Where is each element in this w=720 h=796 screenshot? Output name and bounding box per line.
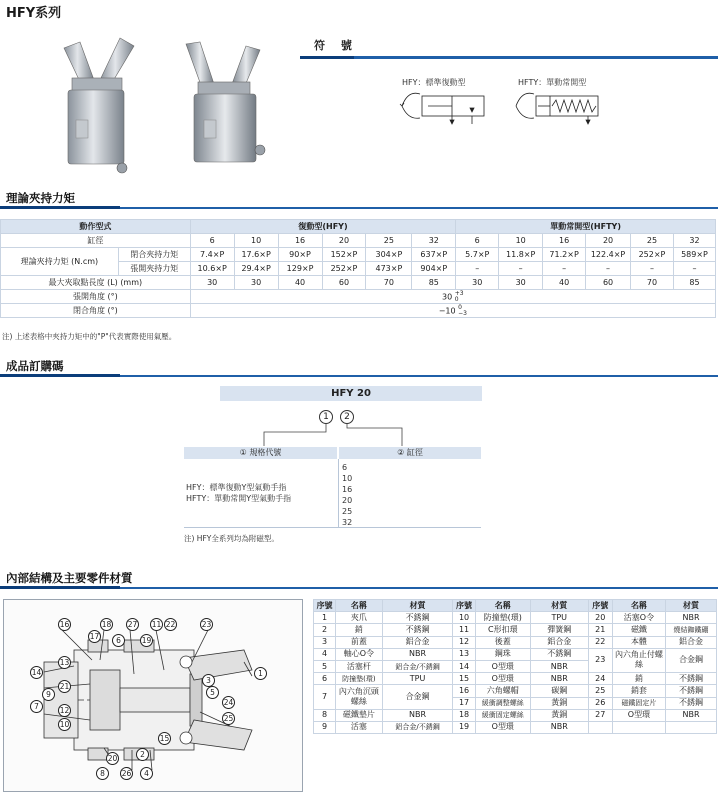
torque-cell: 10.6×P bbox=[190, 262, 234, 276]
part-material: 不銹鋼 bbox=[382, 624, 453, 636]
part-name: 緩衝調整螺絲 bbox=[475, 697, 530, 709]
length-label: 最大夾取點長度 (L) (mm) bbox=[1, 276, 191, 290]
callout-18: 18 bbox=[101, 620, 112, 629]
force-section-bar bbox=[0, 207, 718, 209]
order-bore: 10 bbox=[342, 474, 353, 483]
order-bore: 6 bbox=[342, 463, 348, 472]
torque-cell: 473×P bbox=[366, 262, 412, 276]
torque-cell: 29.4×P bbox=[234, 262, 278, 276]
part-material: NBR bbox=[530, 673, 588, 685]
product-photo-front bbox=[50, 28, 140, 178]
bore-cell: 16 bbox=[543, 234, 586, 248]
part-name: 夾爪 bbox=[336, 612, 383, 624]
part-no: 5 bbox=[314, 660, 336, 672]
order-bore: 16 bbox=[342, 485, 353, 494]
part-material: 碳鋼 bbox=[530, 685, 588, 697]
part-no: 4 bbox=[314, 648, 336, 660]
length-cell: 40 bbox=[543, 276, 586, 290]
callout-16: 16 bbox=[59, 620, 70, 629]
part-name: 磁鐵固定片 bbox=[612, 697, 665, 709]
part-empty bbox=[666, 721, 717, 733]
order-code: HFY 20 bbox=[220, 386, 482, 401]
parts-header: 材質 bbox=[382, 600, 453, 612]
callout-20: 20 bbox=[107, 754, 118, 763]
part-name: 後蓋 bbox=[475, 636, 530, 648]
callout-1: 1 bbox=[254, 667, 267, 680]
torque-cell: 7.4×P bbox=[190, 248, 234, 262]
part-material: 黃銅 bbox=[530, 697, 588, 709]
part-material: 不銹鋼 bbox=[382, 612, 453, 624]
order-bracket-lines bbox=[230, 422, 420, 448]
callout-26: 26 bbox=[121, 769, 132, 778]
symbol-hfty-label: HFTY：單動常開型 bbox=[518, 78, 587, 87]
bore-cell: 10 bbox=[499, 234, 543, 248]
part-name: 內六角沉頭螺絲 bbox=[336, 685, 383, 709]
part-material: 不銹鋼 bbox=[666, 673, 717, 685]
bore-cell: 10 bbox=[234, 234, 278, 248]
part-material: NBR bbox=[666, 709, 717, 721]
bore-label: 缸徑 bbox=[1, 234, 191, 248]
part-material: 不銹鋼 bbox=[666, 685, 717, 697]
order-col2-header: ② 缸徑 bbox=[339, 447, 481, 459]
order-circle-1: 1 bbox=[319, 410, 333, 424]
callout-24: 24 bbox=[223, 698, 234, 707]
parts-header: 序號 bbox=[588, 600, 612, 612]
part-name: 軸心O令 bbox=[336, 648, 383, 660]
part-name: 活塞杆 bbox=[336, 660, 383, 672]
order-col1-header: ① 規格代號 bbox=[184, 447, 337, 459]
bore-cell: 25 bbox=[631, 234, 674, 248]
symbol-hfy-label: HFY：標準復動型 bbox=[402, 78, 466, 87]
order-type-hfy: HFY：標準復動Y型氣動手指 bbox=[186, 483, 287, 492]
torque-cell: 17.6×P bbox=[234, 248, 278, 262]
callout-10: 10 bbox=[59, 720, 70, 729]
parts-header: 序號 bbox=[453, 600, 475, 612]
part-no: 3 bbox=[314, 636, 336, 648]
part-material: NBR bbox=[666, 612, 717, 624]
callout-25: 25 bbox=[223, 714, 234, 723]
callout-19: 19 bbox=[141, 636, 152, 645]
part-material: 鋁合金/不銹鋼 bbox=[382, 721, 453, 733]
callout-8: 8 bbox=[96, 767, 109, 780]
part-name: 防撞墊(環) bbox=[336, 673, 383, 685]
torque-cell: 589×P bbox=[673, 248, 715, 262]
torque-cell: 122.4×P bbox=[586, 248, 631, 262]
hfy-symbol-diagram bbox=[398, 88, 498, 128]
torque-cell: – bbox=[543, 262, 586, 276]
close-angle-value: −10 0 −3 bbox=[190, 304, 715, 318]
torque-cell: 152×P bbox=[322, 248, 366, 262]
order-bore: 20 bbox=[342, 496, 353, 505]
torque-cell: – bbox=[586, 262, 631, 276]
torque-cell: 90×P bbox=[278, 248, 322, 262]
hfty-symbol-diagram bbox=[512, 88, 612, 128]
parts-header: 名稱 bbox=[336, 600, 383, 612]
torque-cell: – bbox=[631, 262, 674, 276]
part-no: 15 bbox=[453, 673, 475, 685]
part-no: 13 bbox=[453, 648, 475, 660]
part-name: 活塞O令 bbox=[612, 612, 665, 624]
close-torque-label: 閉合夾持力矩 bbox=[118, 248, 190, 262]
callout-15: 15 bbox=[159, 734, 170, 743]
order-col-divider bbox=[338, 459, 339, 527]
length-cell: 85 bbox=[673, 276, 715, 290]
part-name: O型環 bbox=[475, 673, 530, 685]
part-no: 19 bbox=[453, 721, 475, 733]
length-cell: 30 bbox=[234, 276, 278, 290]
force-header-model: 動作型式 bbox=[1, 220, 191, 234]
part-no: 24 bbox=[588, 673, 612, 685]
part-no: 25 bbox=[588, 685, 612, 697]
open-torque-label: 張開夾持力矩 bbox=[118, 262, 190, 276]
part-name: 磁鐵 bbox=[612, 624, 665, 636]
torque-cell: 637×P bbox=[412, 248, 456, 262]
length-cell: 85 bbox=[412, 276, 456, 290]
part-no: 9 bbox=[314, 721, 336, 733]
callout-27: 27 bbox=[127, 620, 138, 629]
part-material: NBR bbox=[382, 709, 453, 721]
part-empty bbox=[612, 721, 665, 733]
part-no: 8 bbox=[314, 709, 336, 721]
part-material: NBR bbox=[530, 721, 588, 733]
part-name: 前蓋 bbox=[336, 636, 383, 648]
force-section-title: 理論夾持力矩 bbox=[6, 191, 75, 205]
callout-3: 3 bbox=[202, 674, 215, 687]
length-cell: 60 bbox=[322, 276, 366, 290]
part-no: 17 bbox=[453, 697, 475, 709]
callout-7: 7 bbox=[30, 700, 43, 713]
part-material: 合金鋼 bbox=[382, 685, 453, 709]
part-no: 7 bbox=[314, 685, 336, 709]
order-bore-list bbox=[342, 462, 352, 528]
force-header-hfty: 單動常開型(HFTY) bbox=[456, 220, 716, 234]
part-material: 黃銅 bbox=[530, 709, 588, 721]
bore-cell: 16 bbox=[278, 234, 322, 248]
part-name: 活塞 bbox=[336, 721, 383, 733]
part-name: O型環 bbox=[475, 721, 530, 733]
order-bottom-line bbox=[184, 527, 481, 528]
part-no: 2 bbox=[314, 624, 336, 636]
callout-9: 9 bbox=[42, 688, 55, 701]
torque-cell: 5.7×P bbox=[456, 248, 499, 262]
callout-6: 6 bbox=[112, 634, 125, 647]
part-material: 不銹鋼 bbox=[530, 648, 588, 660]
part-material: TPU bbox=[382, 673, 453, 685]
part-no: 10 bbox=[453, 612, 475, 624]
length-cell: 30 bbox=[499, 276, 543, 290]
torque-cell: 904×P bbox=[412, 262, 456, 276]
part-no: 20 bbox=[588, 612, 612, 624]
torque-cell: – bbox=[673, 262, 715, 276]
force-header-hfy: 復動型(HFY) bbox=[190, 220, 456, 234]
torque-cell: 304×P bbox=[366, 248, 412, 262]
part-name: 防撞墊(環) bbox=[475, 612, 530, 624]
bore-cell: 20 bbox=[322, 234, 366, 248]
order-section-bar bbox=[0, 375, 718, 377]
torque-cell: – bbox=[499, 262, 543, 276]
torque-cell: 71.2×P bbox=[543, 248, 586, 262]
callout-21: 21 bbox=[59, 682, 70, 691]
part-no: 22 bbox=[588, 636, 612, 648]
part-name: 銷 bbox=[336, 624, 383, 636]
parts-header: 材質 bbox=[666, 600, 717, 612]
part-empty bbox=[588, 721, 612, 733]
structure-section-bar bbox=[0, 587, 718, 589]
part-no: 21 bbox=[588, 624, 612, 636]
order-circle-2: 2 bbox=[340, 410, 354, 424]
part-no: 1 bbox=[314, 612, 336, 624]
close-angle-label: 閉合角度 (°) bbox=[1, 304, 191, 318]
part-no: 14 bbox=[453, 660, 475, 672]
order-bore: 25 bbox=[342, 507, 353, 516]
parts-header: 材質 bbox=[530, 600, 588, 612]
callout-13: 13 bbox=[59, 658, 70, 667]
part-material: 鋁合金 bbox=[666, 636, 717, 648]
length-cell: 30 bbox=[456, 276, 499, 290]
bore-cell: 6 bbox=[190, 234, 234, 248]
force-note: 注) 上述表格中夾持力矩中的"P"代表實際使用氣壓。 bbox=[2, 332, 177, 341]
callout-4: 4 bbox=[140, 767, 153, 780]
length-cell: 60 bbox=[586, 276, 631, 290]
part-name: 銷 bbox=[612, 673, 665, 685]
part-material: NBR bbox=[382, 648, 453, 660]
part-name: 鋼珠 bbox=[475, 648, 530, 660]
callout-12: 12 bbox=[59, 706, 70, 715]
callout-17: 17 bbox=[89, 632, 100, 641]
part-name: 磁鐵墊片 bbox=[336, 709, 383, 721]
part-name: 銷套 bbox=[612, 685, 665, 697]
part-no: 26 bbox=[588, 697, 612, 709]
callout-2: 2 bbox=[136, 748, 149, 761]
callout-22: 22 bbox=[165, 620, 176, 629]
length-cell: 40 bbox=[278, 276, 322, 290]
part-no: 23 bbox=[588, 648, 612, 672]
torque-cell: 11.8×P bbox=[499, 248, 543, 262]
callout-14: 14 bbox=[31, 668, 42, 677]
torque-label: 理論夾持力矩 (N.cm) bbox=[1, 248, 119, 276]
part-no: 27 bbox=[588, 709, 612, 721]
part-material: 合金鋼 bbox=[666, 648, 717, 672]
part-name: O型環 bbox=[475, 660, 530, 672]
structure-diagram bbox=[3, 599, 303, 792]
part-material: 彈簧鋼 bbox=[530, 624, 588, 636]
part-no: 18 bbox=[453, 709, 475, 721]
symbol-title: 符 號 bbox=[314, 39, 358, 52]
bore-cell: 25 bbox=[366, 234, 412, 248]
torque-cell: – bbox=[456, 262, 499, 276]
bore-cell: 32 bbox=[412, 234, 456, 248]
part-material: 燒結銣鐵硼 bbox=[666, 624, 717, 636]
order-type-hfty: HFTY：單動常開Y型氣動手指 bbox=[186, 494, 292, 503]
bore-cell: 32 bbox=[673, 234, 715, 248]
callout-11: 11 bbox=[151, 620, 162, 629]
part-material: TPU bbox=[530, 612, 588, 624]
part-name: O型環 bbox=[612, 709, 665, 721]
parts-header: 名稱 bbox=[475, 600, 530, 612]
part-name: 六角螺帽 bbox=[475, 685, 530, 697]
structure-section-title: 內部結構及主要零件材質 bbox=[6, 571, 133, 585]
open-angle-label: 張開角度 (°) bbox=[1, 290, 191, 304]
series-title: HFY系列 bbox=[6, 6, 62, 21]
parts-header: 名稱 bbox=[612, 600, 665, 612]
length-cell: 70 bbox=[366, 276, 412, 290]
symbol-title-underline bbox=[300, 56, 718, 59]
part-material: NBR bbox=[530, 660, 588, 672]
parts-table bbox=[313, 599, 717, 734]
callout-23: 23 bbox=[201, 620, 212, 629]
torque-cell: 129×P bbox=[278, 262, 322, 276]
order-note: 注) HFY全系列均為附磁型。 bbox=[184, 534, 279, 543]
part-name: 緩衝固定螺絲 bbox=[475, 709, 530, 721]
force-table bbox=[0, 219, 716, 318]
part-material: 鋁合金 bbox=[530, 636, 588, 648]
parts-header: 序號 bbox=[314, 600, 336, 612]
part-name: C形扣環 bbox=[475, 624, 530, 636]
product-photo-side bbox=[180, 40, 275, 170]
order-bore: 32 bbox=[342, 518, 353, 527]
order-section-title: 成品訂購碼 bbox=[6, 359, 64, 373]
bore-cell: 20 bbox=[586, 234, 631, 248]
callout-5: 5 bbox=[206, 686, 219, 699]
part-material: 鋁合金 bbox=[382, 636, 453, 648]
bore-cell: 6 bbox=[456, 234, 499, 248]
length-cell: 30 bbox=[190, 276, 234, 290]
part-material: 不銹鋼 bbox=[666, 697, 717, 709]
length-cell: 70 bbox=[631, 276, 674, 290]
part-no: 6 bbox=[314, 673, 336, 685]
open-angle-value: 30 +3 0 bbox=[190, 290, 715, 304]
torque-cell: 252×P bbox=[631, 248, 674, 262]
part-name: 內六角止付螺絲 bbox=[612, 648, 665, 672]
part-no: 11 bbox=[453, 624, 475, 636]
part-material: 鋁合金/不銹鋼 bbox=[382, 660, 453, 672]
part-name: 本體 bbox=[612, 636, 665, 648]
part-no: 16 bbox=[453, 685, 475, 697]
torque-cell: 252×P bbox=[322, 262, 366, 276]
part-no: 12 bbox=[453, 636, 475, 648]
